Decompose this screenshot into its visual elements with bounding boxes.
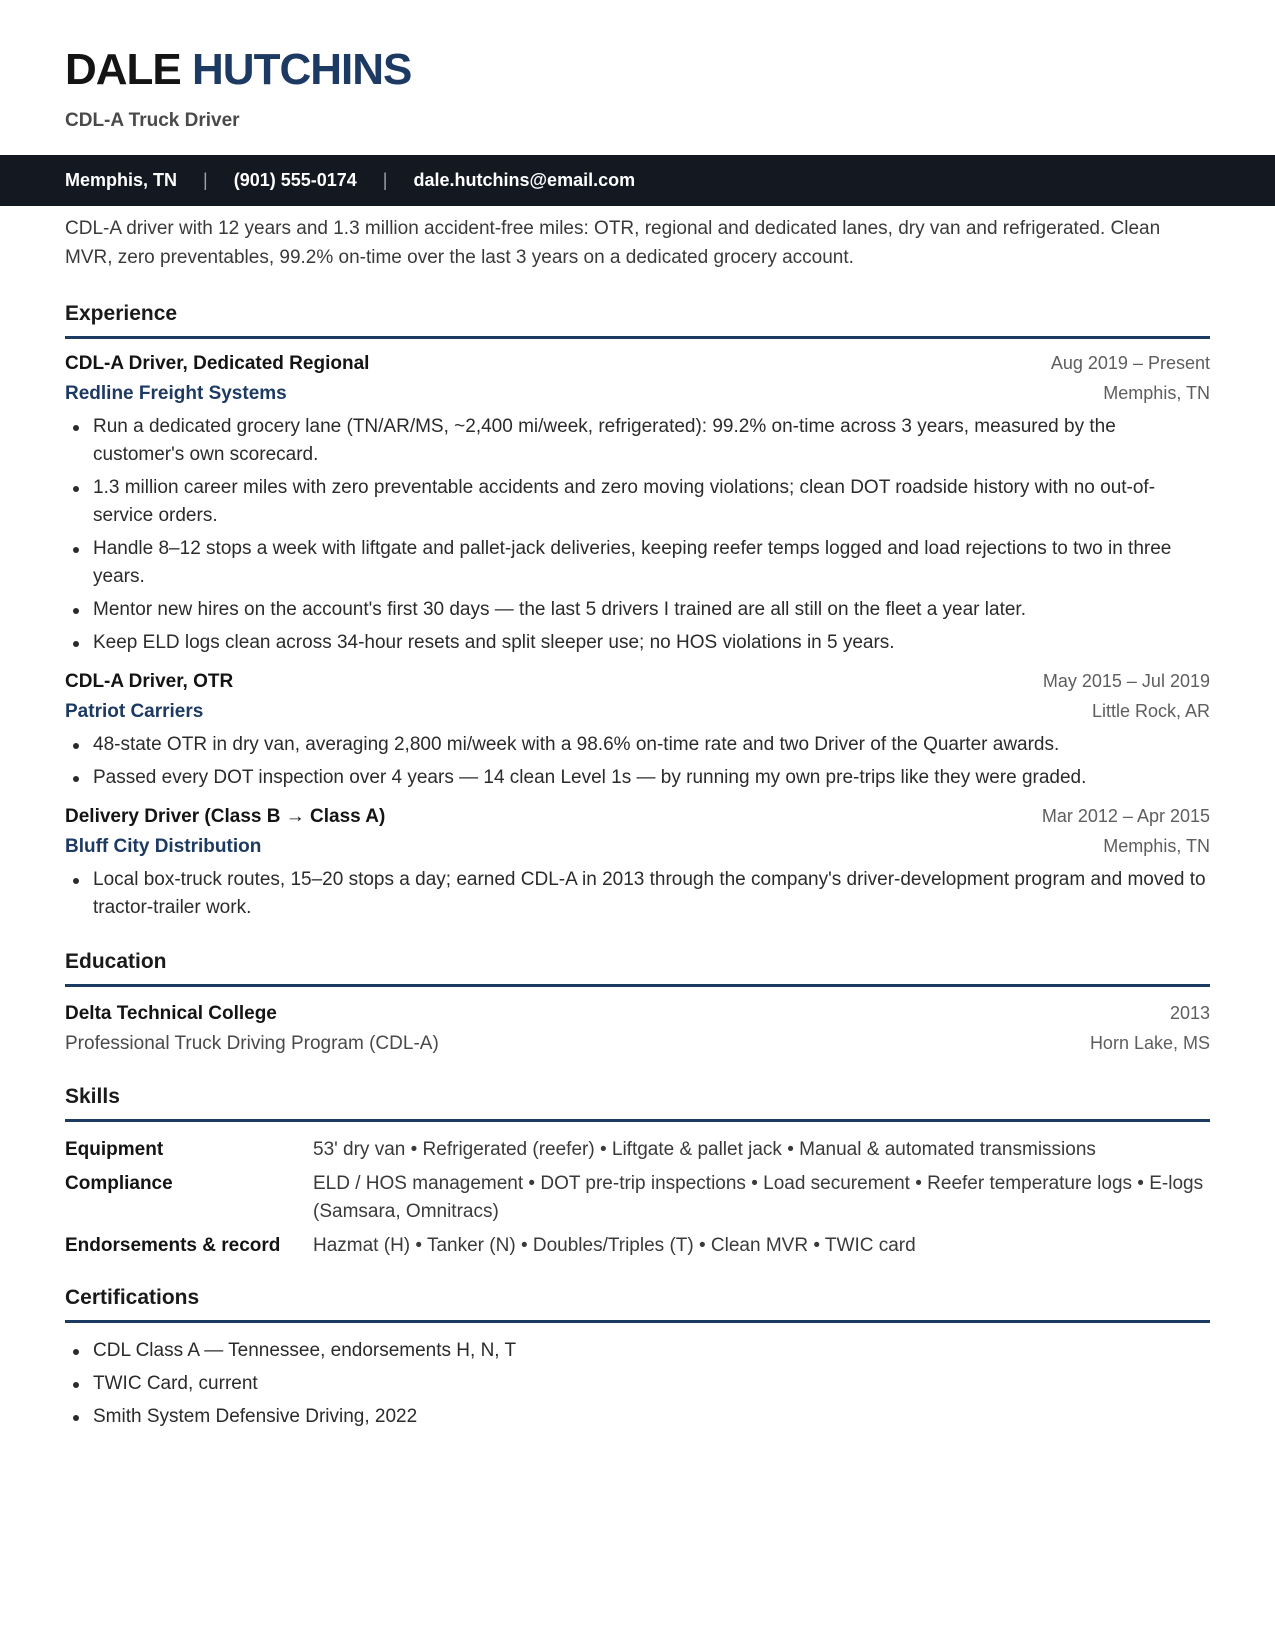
skill-row (65, 1232, 1210, 1260)
job-title: CDL-A Driver, OTR (65, 671, 234, 692)
job-entry (65, 806, 1210, 922)
experience-section (65, 302, 1210, 922)
skill-row (65, 1136, 1210, 1164)
bullet-item: 1.3 million career miles with zero preventable accidents and zero moving violations; clean DOT roadside history with no out-of-service orders. (93, 474, 1210, 530)
education-program: Professional Truck Driving Program (CDL-A) (65, 1033, 439, 1054)
job-dates: Aug 2019 – Present (1050, 353, 1210, 373)
skill-items: Hazmat (H) • Tanker (N) • Doubles/Triples (T) • Clean MVR • TWIC card (313, 1235, 916, 1256)
contact-separator: | (382, 170, 388, 190)
bullet-item: Mentor new hires on the account's first 30 days — the last 5 drivers I trained are all still on the fleet a year later. (93, 596, 1210, 624)
bullet-item: Handle 8–12 stops a week with liftgate and pallet-jack deliveries, keeping reefer temps logged and load rejections to two in three years. (93, 535, 1210, 591)
job-dates: Mar 2012 – Apr 2015 (1041, 806, 1210, 826)
job-entry (65, 353, 1210, 657)
contact-separator: | (203, 170, 208, 190)
skills-section (65, 1085, 1210, 1260)
section-title: Experience (65, 302, 1210, 339)
certifications-section (65, 1286, 1210, 1431)
contact-email: dale.hutchins@email.com (413, 170, 636, 190)
job-bullets (65, 866, 1210, 922)
school-name: Delta Technical College (65, 1003, 277, 1024)
bullet-item: Run a dedicated grocery lane (TN/AR/MS, ~2,400 mi/week, refrigerated): 99.2% on-time across 3 years, measured by the customer's own scorecard. (93, 413, 1210, 469)
resume-header (0, 0, 1275, 154)
job-location: Memphis, TN (1103, 836, 1210, 856)
skill-items: ELD / HOS management • DOT pre-trip inspections • Load securement • Reefer temperature logs • E-logs (Samsara, Omnitracs) (313, 1173, 1204, 1222)
skill-row (65, 1170, 1210, 1226)
bullet-item: 48-state OTR in dry van, averaging 2,800 mi/week with a 98.6% on-time rate and two Driver of the Quarter awards. (93, 731, 1210, 759)
skills-table (65, 1136, 1210, 1260)
job-role: CDL-A Truck Driver (65, 110, 240, 131)
education-location: Horn Lake, MS (1089, 1033, 1210, 1053)
certification-item: CDL Class A — Tennessee, endorsements H, N, T (93, 1337, 1210, 1365)
candidate-name (65, 44, 1210, 96)
section-title: Certifications (65, 1286, 1210, 1323)
education-year: 2013 (1169, 1003, 1210, 1023)
section-title: Skills (65, 1085, 1210, 1122)
skill-items: 53' dry van • Refrigerated (reefer) • Liftgate & pallet jack • Manual & automated transmissions (313, 1139, 1096, 1160)
certification-item: Smith System Defensive Driving, 2022 (93, 1403, 1210, 1431)
job-title: Delivery Driver (Class B → Class A) (65, 806, 386, 827)
skill-category: Endorsements & record (65, 1235, 281, 1256)
bullet-item: Local box-truck routes, 15–20 stops a day; earned CDL-A in 2013 through the company's driver-development program and moved to tractor-trailer work. (93, 866, 1210, 922)
section-title: Education (65, 950, 1210, 987)
education-section (65, 950, 1210, 1055)
job-bullets (65, 731, 1210, 792)
company-name: Bluff City Distribution (65, 836, 262, 857)
skill-category: Compliance (65, 1173, 173, 1194)
bullet-item: Keep ELD logs clean across 34-hour resets and split sleeper use; no HOS violations in 5 years. (93, 629, 1210, 657)
job-dates: May 2015 – Jul 2019 (1042, 671, 1210, 691)
job-title: CDL-A Driver, Dedicated Regional (65, 353, 370, 374)
last-name: HUTCHINS (192, 45, 412, 94)
certification-list (65, 1337, 1210, 1431)
certification-item: TWIC Card, current (93, 1370, 1210, 1398)
company-name: Patriot Carriers (65, 701, 204, 722)
education-entry (65, 1003, 1210, 1055)
job-location: Memphis, TN (1103, 383, 1210, 403)
job-location: Little Rock, AR (1091, 701, 1210, 721)
contact-phone: (901) 555-0174 (233, 170, 357, 190)
job-entry (65, 671, 1210, 792)
resume-content (65, 214, 1210, 1436)
contact-location: Memphis, TN (65, 170, 178, 190)
summary: CDL-A driver with 12 years and 1.3 million accident-free miles: OTR, regional and dedicated lanes, dry van and refrigerated. Clean MVR, zero preventables, 99.2% on-time over the last 3 years on a dedicated grocery account. (65, 218, 1161, 268)
first-name: DALE (65, 45, 181, 94)
contact-bar (0, 155, 1275, 206)
skill-category: Equipment (65, 1139, 164, 1160)
job-bullets (65, 413, 1210, 657)
bullet-item: Passed every DOT inspection over 4 years — 14 clean Level 1s — by running my own pre-trips like they were graded. (93, 764, 1210, 792)
company-name: Redline Freight Systems (65, 383, 287, 404)
